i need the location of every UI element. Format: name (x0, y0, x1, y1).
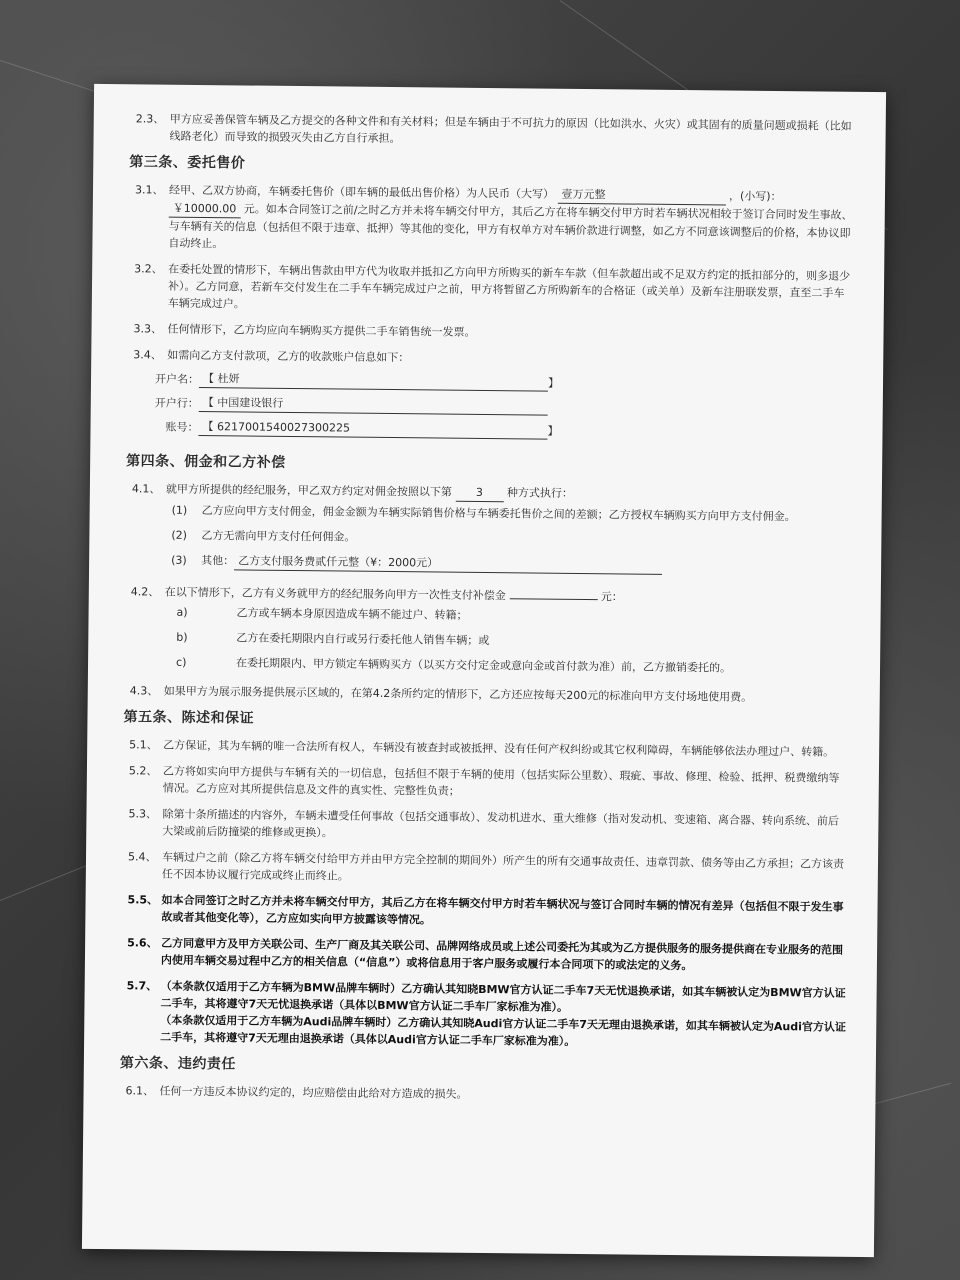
case-letter: b) (176, 630, 188, 644)
account-number-value: 【 6217001540027300225 (198, 418, 547, 440)
option-text: 乙方无需向甲方支付任何佣金。 (201, 529, 356, 544)
clause-number: 3.4、 (133, 348, 162, 362)
bracket-close: 】 (547, 424, 559, 438)
clause-number: 5.7、 (126, 979, 158, 993)
commission-option-1 (172, 502, 852, 526)
option-number: (3) (171, 553, 187, 567)
clause-5-6 (121, 934, 847, 976)
clause-text: 除第十条所描述的内容外，车辆未遭受任何事故（包括交通事故）、发动机进水、重大维修（指对发动机、变速箱、离合器、转向系统、前后大梁或前后防撞梁的维修或更换）。 (162, 807, 840, 840)
clause-text: 如需向乙方支付款项，乙方的收款账户信息如下： (167, 348, 410, 365)
account-bank-value: 【 中国建设银行 (199, 394, 548, 416)
clause-text: 任何一方违反本协议约定的，均应赔偿由此给对方造成的损失。 (159, 1084, 468, 1101)
clause-text: 甲方应妥善保管车辆及乙方提交的各种文件和有关材料；但是车辆由于不可抗力的原因（比如洪水、火灾）或其固有的质量问题或损耗（比如线路老化）而导致的损毁灭失由乙方自行承担。 (169, 112, 852, 146)
clause-text: 乙方将如实向甲方提供与车辆有关的一切信息，包括但不限于车辆的使用（包括实际公里数）、瑕疵、事故、修理、检验、抵押、税费缴纳等情况。乙方应对其所提供信息及文件的真实性、完整性负责； (162, 764, 840, 798)
clause-text: 乙方保证，其为车辆的唯一合法所有权人，车辆没有被查封或被抵押、没有任何产权纠纷或其它权利障碍，车辆能够依法办理过户、转籍。 (163, 738, 835, 759)
clause-number: 4.1、 (131, 482, 161, 496)
section-heading-3: 第三条、委托售价 (129, 154, 246, 172)
clause-5-4 (122, 848, 848, 890)
clause-number: 3.3、 (133, 322, 163, 336)
clause-text: 在委托处置的情形下，车辆出售款由甲方代为收取并抵扣乙方向甲方所购买的新车车款（但车款超出或不足双方约定的抵扣部分的，则多退少补）。乙方同意，若新车交付发生在二手车车辆完成过户之前，甲方将暂留乙方所购新车的合格证（或关单）及新车注册联发票，直至二手车车辆完成过户。 (167, 262, 851, 311)
case-text: 在委托期限内、甲方锁定车辆购买方（以买方交付定金或意向金或首付款为准）前，乙方撤销委托的。 (235, 656, 732, 675)
case-text: 乙方或车辆本身原因造成车辆不能过户、转籍； (236, 606, 468, 622)
account-bank-label: 开户行： (154, 396, 199, 410)
commission-option-2 (171, 527, 851, 551)
case-text: 乙方在委托期限内自行或另行委托他人销售车辆；或 (236, 631, 490, 648)
clause-number: 5.1、 (129, 738, 158, 752)
clause-5-1 (123, 736, 849, 761)
option-text: 其他： (201, 554, 235, 568)
clause-2-3 (129, 110, 855, 152)
commission-choice-field: 3 (455, 484, 503, 503)
clause-text: 经甲、乙双方协商，车辆委托售价（即车辆的最低出售价格）为人民币（大写） (168, 183, 555, 201)
case-letter: c) (176, 655, 187, 669)
clause-text: 任何情形下，乙方均应向车辆购买方提供二手车销售统一发票。 (167, 322, 476, 339)
compensation-amount-field (509, 598, 597, 600)
clause-text-bmw: （本条款仅适用于乙方车辆为BMW品牌车辆时）乙方确认其知晓BMW官方认证二手车7天无忧退换承诺，如其车辆被认定为BMW官方认证二手车，其将遵守7天无忧退换承诺（具体以BMW官方认证二手车厂家标准为准）。 (160, 979, 846, 1014)
clause-text: 元： (600, 590, 623, 604)
contract-page (82, 84, 886, 1257)
clause-5-2 (123, 762, 849, 804)
account-name-row (139, 369, 853, 394)
clause-text: 如本合同签订之时乙方并未将车辆交付甲方，其后乙方在将车辆交付甲方时若车辆状况与签订合同时车辆的情况有差异（包括但不限于发生事故或者其他变化等），乙方应如实向甲方披露该等情况。 (161, 893, 844, 927)
clause-number: 6.1、 (125, 1084, 155, 1098)
clause-number: 3.2、 (134, 262, 163, 276)
clause-text: 如果甲方为展示服务提供展示区域的，在第4.2条所约定的情形下，乙方还应按每天200元的标准向甲方支付场地使用费。 (163, 684, 753, 704)
option-text: 乙方应向甲方支付佣金，佣金金额为车辆实际销售价格与车辆委托售价之间的差额；乙方授权车辆购买方向甲方支付佣金。 (201, 504, 796, 524)
account-name-value: 【 杜妍 (199, 370, 548, 392)
section-heading-5: 第五条、陈述和保证 (123, 709, 255, 727)
clause-5-5 (121, 891, 847, 933)
bracket-close: 】 (547, 376, 560, 390)
clause-4-3 (124, 682, 850, 707)
clause-text: ，(小写)： (728, 189, 782, 204)
account-bank-row (139, 393, 853, 418)
clause-3-4 (127, 346, 853, 371)
account-number-label: 账号： (165, 420, 199, 434)
clause-3-2 (128, 260, 854, 319)
clause-number: 5.5、 (127, 893, 159, 907)
clause-number: 2.3、 (135, 112, 165, 126)
clause-number: 5.2、 (128, 764, 158, 778)
commission-option-3 (171, 552, 851, 577)
compensation-case-b (170, 629, 850, 653)
compensation-case-a (171, 604, 851, 628)
account-name-label: 开户名： (154, 372, 200, 386)
clause-number: 4.3、 (129, 684, 159, 698)
amount-num-field: ￥10000.00 (169, 200, 241, 219)
case-letter: a) (176, 605, 188, 619)
option-number: (1) (171, 503, 188, 517)
account-number-row (138, 417, 852, 442)
other-terms-field: 乙方支付服务费贰仟元整（¥：2000元） (234, 552, 662, 574)
clause-number: 5.4、 (127, 850, 157, 864)
section-heading-6: 第六条、违约责任 (119, 1055, 236, 1073)
clause-text: 种方式执行： (506, 486, 573, 500)
clause-6-1 (119, 1082, 845, 1107)
clause-5-3 (122, 805, 848, 847)
clause-text: 就甲方所提供的经纪服务，甲乙双方约定对佣金按照以下第 (165, 482, 452, 499)
section-heading-4: 第四条、佣金和乙方补偿 (126, 453, 286, 471)
clause-3-3 (127, 320, 853, 345)
clause-number: 5.3、 (128, 807, 158, 821)
clause-text: 车辆过户之前（除乙方将车辆交付给甲方并由甲方完全控制的期间外）所产生的所有交通事故责任、违章罚款、债务等由乙方承担；乙方该责任不因本协议履行完成或终止而终止。 (161, 850, 845, 883)
clause-5-7 (120, 977, 847, 1053)
clause-text: 元。如本合同签订之前/之时乙方并未将车辆交付甲方，其后乙方在将车辆交付甲方时若车辆状况相较于签订合同时发生事故、与车辆有关的信息（包括但不限于违章、抵押）等其他的变化，甲方有权单方对车辆价款进行调整，如乙方不同意该调整后的价格，本协议即自动终止。 (168, 202, 853, 251)
compensation-case-c (170, 654, 850, 678)
clause-3-1 (128, 181, 855, 259)
clause-text: 在以下情形下，乙方有义务就甲方的经纪服务向甲方一次性支付补偿金 (164, 585, 506, 603)
amount-cn-field: 壹万元整 (557, 186, 725, 206)
clause-number: 5.6、 (127, 936, 158, 950)
clause-text: 乙方同意甲方及甲方关联公司、生产厂商及其关联公司、品牌网络成员或上述公司委托为其或为乙方提供服务的服务提供商在专业服务的范围内使用车辆交易过程中乙方的相关信息（“信息”）或将信息用于客户服务或履行本合同项下的或法定的义务。 (160, 936, 844, 973)
clause-number: 3.1、 (134, 183, 164, 197)
option-number: (2) (171, 528, 188, 542)
clause-text-audi: （本条款仅适用于乙方车辆为Audi品牌车辆时）乙方确认其知晓Audi官方认证二手车7天无理由退换承诺，如其车辆被认定为Audi官方认证二手车，其将遵守7天无理由退换承诺（具体以Audi官方认证二手车厂家标准为准）。 (160, 1013, 846, 1048)
clause-number: 4.2、 (130, 585, 160, 599)
